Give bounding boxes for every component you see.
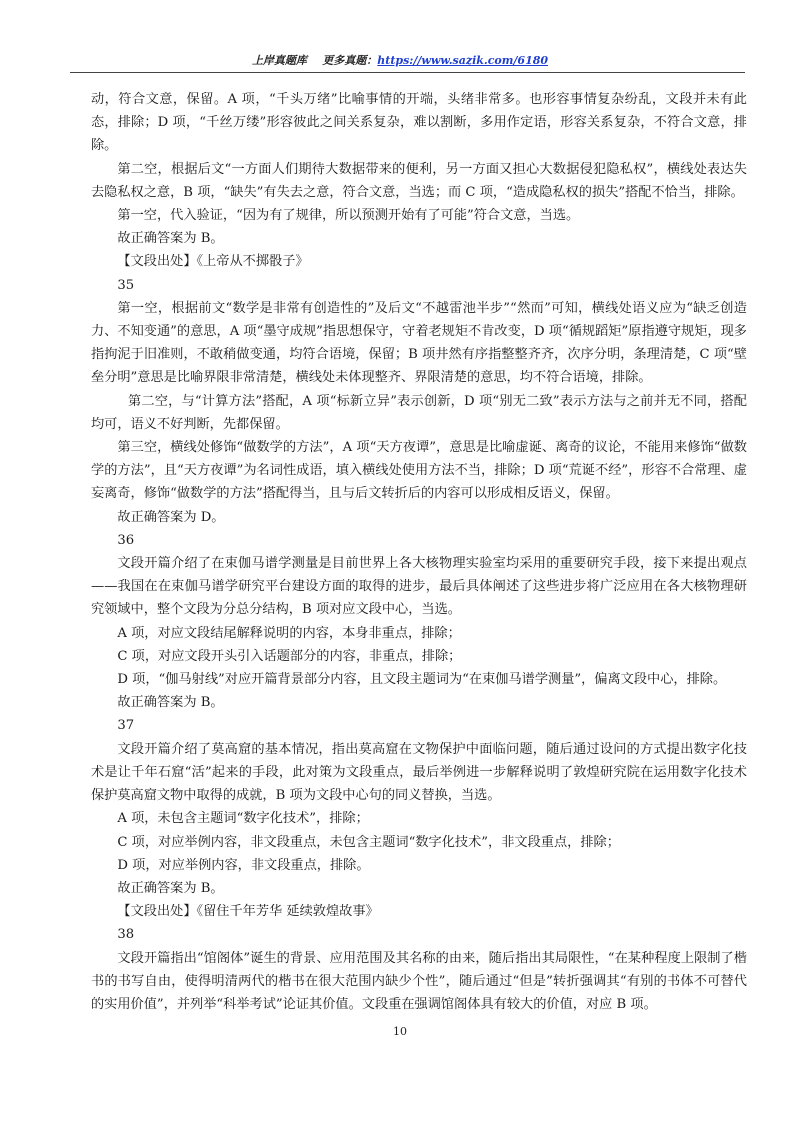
question-number: 37 — [117, 718, 135, 734]
paragraph: 文段开篇介绍了莫高窟的基本情况，指出莫高窟在文物保护中面临问题，随后通过设问的方式提出数字化技术是让千年石窟“活”起来的手段，此对策为文段重点，最后举例进一步解释说明了敦煌研究院在运用数字化技术保护莫高窟文物中取得的成就，B 项为文段中心句的同义替换，当选。 — [91, 741, 747, 804]
question-number: 36 — [117, 532, 135, 548]
document-body — [91, 88, 747, 1016]
paragraph: 文段开篇指出“馆阁体”诞生的背景、应用范围及其名称的由来，随后指出其局限性，“在某种程度上限制了楷书的书写自由，使得明清两代的楷书在很大范围内缺少个性”，随后通过“但是”转折强调其“有别的书体不可替代的实用价值”，并列举“科举考试”论证其价值。文段重在强调馆阁体具有较大的价值，对应 B 项。 — [91, 950, 747, 1012]
header-link[interactable]: https://www.sazik.com/6180 — [377, 54, 549, 67]
option-analysis: C 项，对应举例内容，非文段重点，未包含主题词“数字化技术”，非文段重点，排除； — [117, 834, 620, 850]
page-header — [0, 52, 800, 68]
option-analysis: D 项，“伽马射线”对应开篇背景部分内容，且文段主题词为“在束伽马谱学测量”，偏离文段中心，排除。 — [117, 672, 727, 688]
question-number: 35 — [117, 277, 135, 293]
option-analysis: A 项，对应文段结尾解释说明的内容，本身非重点，排除； — [117, 625, 461, 641]
option-analysis: D 项，对应举例内容，非文段重点，排除。 — [117, 857, 370, 873]
option-analysis: C 项，对应文段开头引入话题部分的内容，非重点，排除； — [117, 648, 462, 664]
paragraph: 第二空，与“计算方法”搭配，A 项“标新立异”表示创新，D 项“别无二致”表示方法与之前并无不同，搭配均可，语义不好判断，先都保留。 — [91, 393, 747, 432]
source-line: 【文段出处】《留住千年芳华 延续敦煌故事》 — [117, 904, 379, 920]
answer-line: 故正确答案为 D。 — [117, 509, 225, 525]
option-analysis: A 项，未包含主题词“数字化技术”，排除； — [117, 811, 369, 827]
paragraph: 文段开篇介绍了在束伽马谱学测量是目前世界上各大核物理实验室均采用的重要研究手段，接下来提出观点——我国在在束伽马谱学研究平台建设方面的取得的进步，最后具体阐述了这些进步将广泛应用在各大核物理研究领域中，整个文段为分总分结构，B 项对应文段中心，当选。 — [91, 556, 747, 618]
page-number: 10 — [393, 1025, 407, 1038]
answer-line: 故正确答案为 B。 — [117, 880, 224, 896]
site-label: 上岸真题库 — [251, 54, 307, 67]
paragraph: 动，符合文意，保留。A 项，“千头万绪”比喻事情的开端，头绪非常多。也形容事情复杂纷乱，文段并未有此态，排除；D 项，“千丝万缕”形容彼此之间关系复杂，难以割断，多用作定语，形容关系复杂，不符合文意，排除。 — [91, 92, 747, 154]
paragraph: 第三空，横线处修饰“做数学的方法”，A 项“天方夜谭”，意思是比喻虚诞、离奇的议论，不能用来修饰“做数学的方法”，且“天方夜谭”为名词性成语，填入横线处使用方法不当，排除；D 项“荒诞不经”，形容不合常理、虚妄离奇，修饰“做数学的方法”搭配得当，且与后文转折后的内容可以形成相反语义，保留。 — [91, 440, 747, 502]
more-label: 更多真题： — [322, 54, 378, 67]
paragraph: 第二空，根据后文“一方面人们期待大数据带来的便利，另一方面又担心大数据侵犯隐私权”，横线处表达失去隐私权之意，B 项，“缺失”有失去之意，符合文意，当选；而 C 项，“造成隐私权的损失”搭配不恰当，排除。 — [91, 161, 747, 200]
question-number: 38 — [117, 927, 135, 943]
answer-line: 故正确答案为 B。 — [117, 695, 224, 711]
answer-line: 故正确答案为 B。 — [117, 231, 224, 247]
source-line: 【文段出处】《上帝从不掷骰子》 — [117, 254, 309, 270]
paragraph: 第一空，根据前文“数学是非常有创造性的”及后文“不越雷池半步”“然而”可知，横线处语义应为“缺乏创造力、不知变通”的意思，A 项“墨守成规”指思想保守，守着老规矩不肯改变，D 项“循规蹈矩”原指遵守规矩，现多指拘泥于旧准则，不敢稍做变通，均符合语境，保留；B 项井然有序指整整齐齐，次序分明，条理清楚，C 项“壁垒分明”意思是比喻界限非常清楚，横线处未体现整齐、界限清楚的意思，均不符合语境，排除。 — [91, 300, 747, 386]
paragraph: 第一空，代入验证，“因为有了规律，所以预测开始有了可能”符合文意，当选。 — [117, 208, 580, 224]
header-divider — [70, 72, 745, 73]
